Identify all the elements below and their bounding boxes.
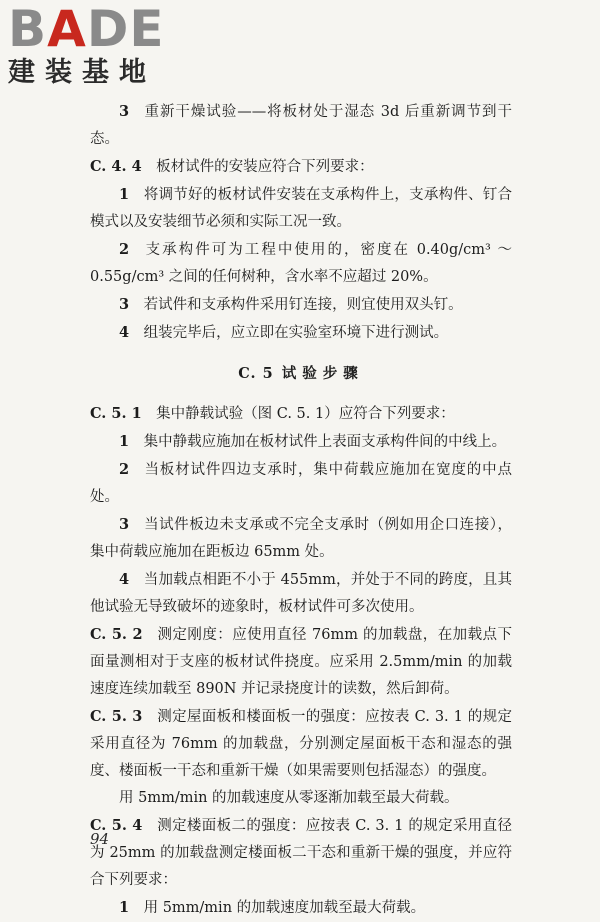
clause: C. 5. 4 测定楼面板二的强度：应按表 C. 3. 1 的规定采用直径为 25mm 的加载盘测定楼面板二干态和重新干燥的强度，并应符合下列要求： — [90, 817, 513, 888]
paragraph: 1 将调节好的板材试件安装在支承构件上，支承构件、钉合模式以及安装细节必须和实际工况一致。 — [90, 186, 512, 230]
paragraph: 3 当试件板边未支承或不完全支承时（例如用企口连接），集中荷载应施加在距板边 65mm 处。 — [90, 516, 512, 560]
paragraph: 3 重新干燥试验——将板材处于湿态 3d 后重新调节到干态。 — [90, 103, 512, 147]
clause: C. 4. 4 板材试件的安装应符合下列要求： — [90, 158, 374, 175]
clause: C. 5. 3 测定屋面板和楼面板一的强度：应按表 C. 3. 1 的规定采用直径为 76mm 的加载盘，分别测定屋面板干态和湿态的强度、楼面板一干态和重新干燥（如果需要则包括湿态）的强度。 — [90, 708, 513, 779]
paragraph: 4 当加载点相距不小于 455mm，并处于不同的跨度，且其他试验无导致破坏的迹象时，板材试件可多次使用。 — [90, 571, 512, 615]
paragraph: 2 支承构件可为工程中使用的，密度在 0.40g/cm³ ～ 0.55g/cm³ 之间的任何树种，含水率不应超过 20%。 — [90, 241, 512, 285]
paragraph: 1 用 5mm/min 的加载速度加载至最大荷载。 — [119, 899, 426, 916]
page-number: 94 — [90, 830, 110, 848]
logo-latin-text: BADE — [8, 0, 165, 58]
logo-cjk-text: 建装基地 — [8, 57, 156, 88]
document-body — [90, 98, 512, 922]
section-heading: C. 5 试验步骤 — [238, 365, 364, 382]
paragraph: 4 组装完毕后，应立即在实验室环境下进行测试。 — [119, 324, 449, 341]
clause: C. 5. 1 集中静载试验（图 C. 5. 1）应符合下列要求： — [90, 405, 455, 422]
bade-logo — [8, 0, 208, 99]
clause: C. 5. 2 测定刚度：应使用直径 76mm 的加载盘，在加载点下面量测相对于支座的板材试件挠度。应采用 2.5mm/min 的加载速度连续加载至 890N 并记录挠度计的读数，然后卸荷。 — [90, 626, 512, 697]
paragraph: 2 当板材试件四边支承时，集中荷载应施加在宽度的中点处。 — [90, 461, 512, 505]
paragraph: 用 5mm/min 的加载速度从零逐渐加载至最大荷载。 — [119, 790, 459, 806]
paragraph: 3 若试件和支承构件采用钉连接，则宜使用双头钉。 — [119, 296, 463, 313]
paragraph: 1 集中静载应施加在板材试件上表面支承构件间的中线上。 — [119, 433, 507, 450]
